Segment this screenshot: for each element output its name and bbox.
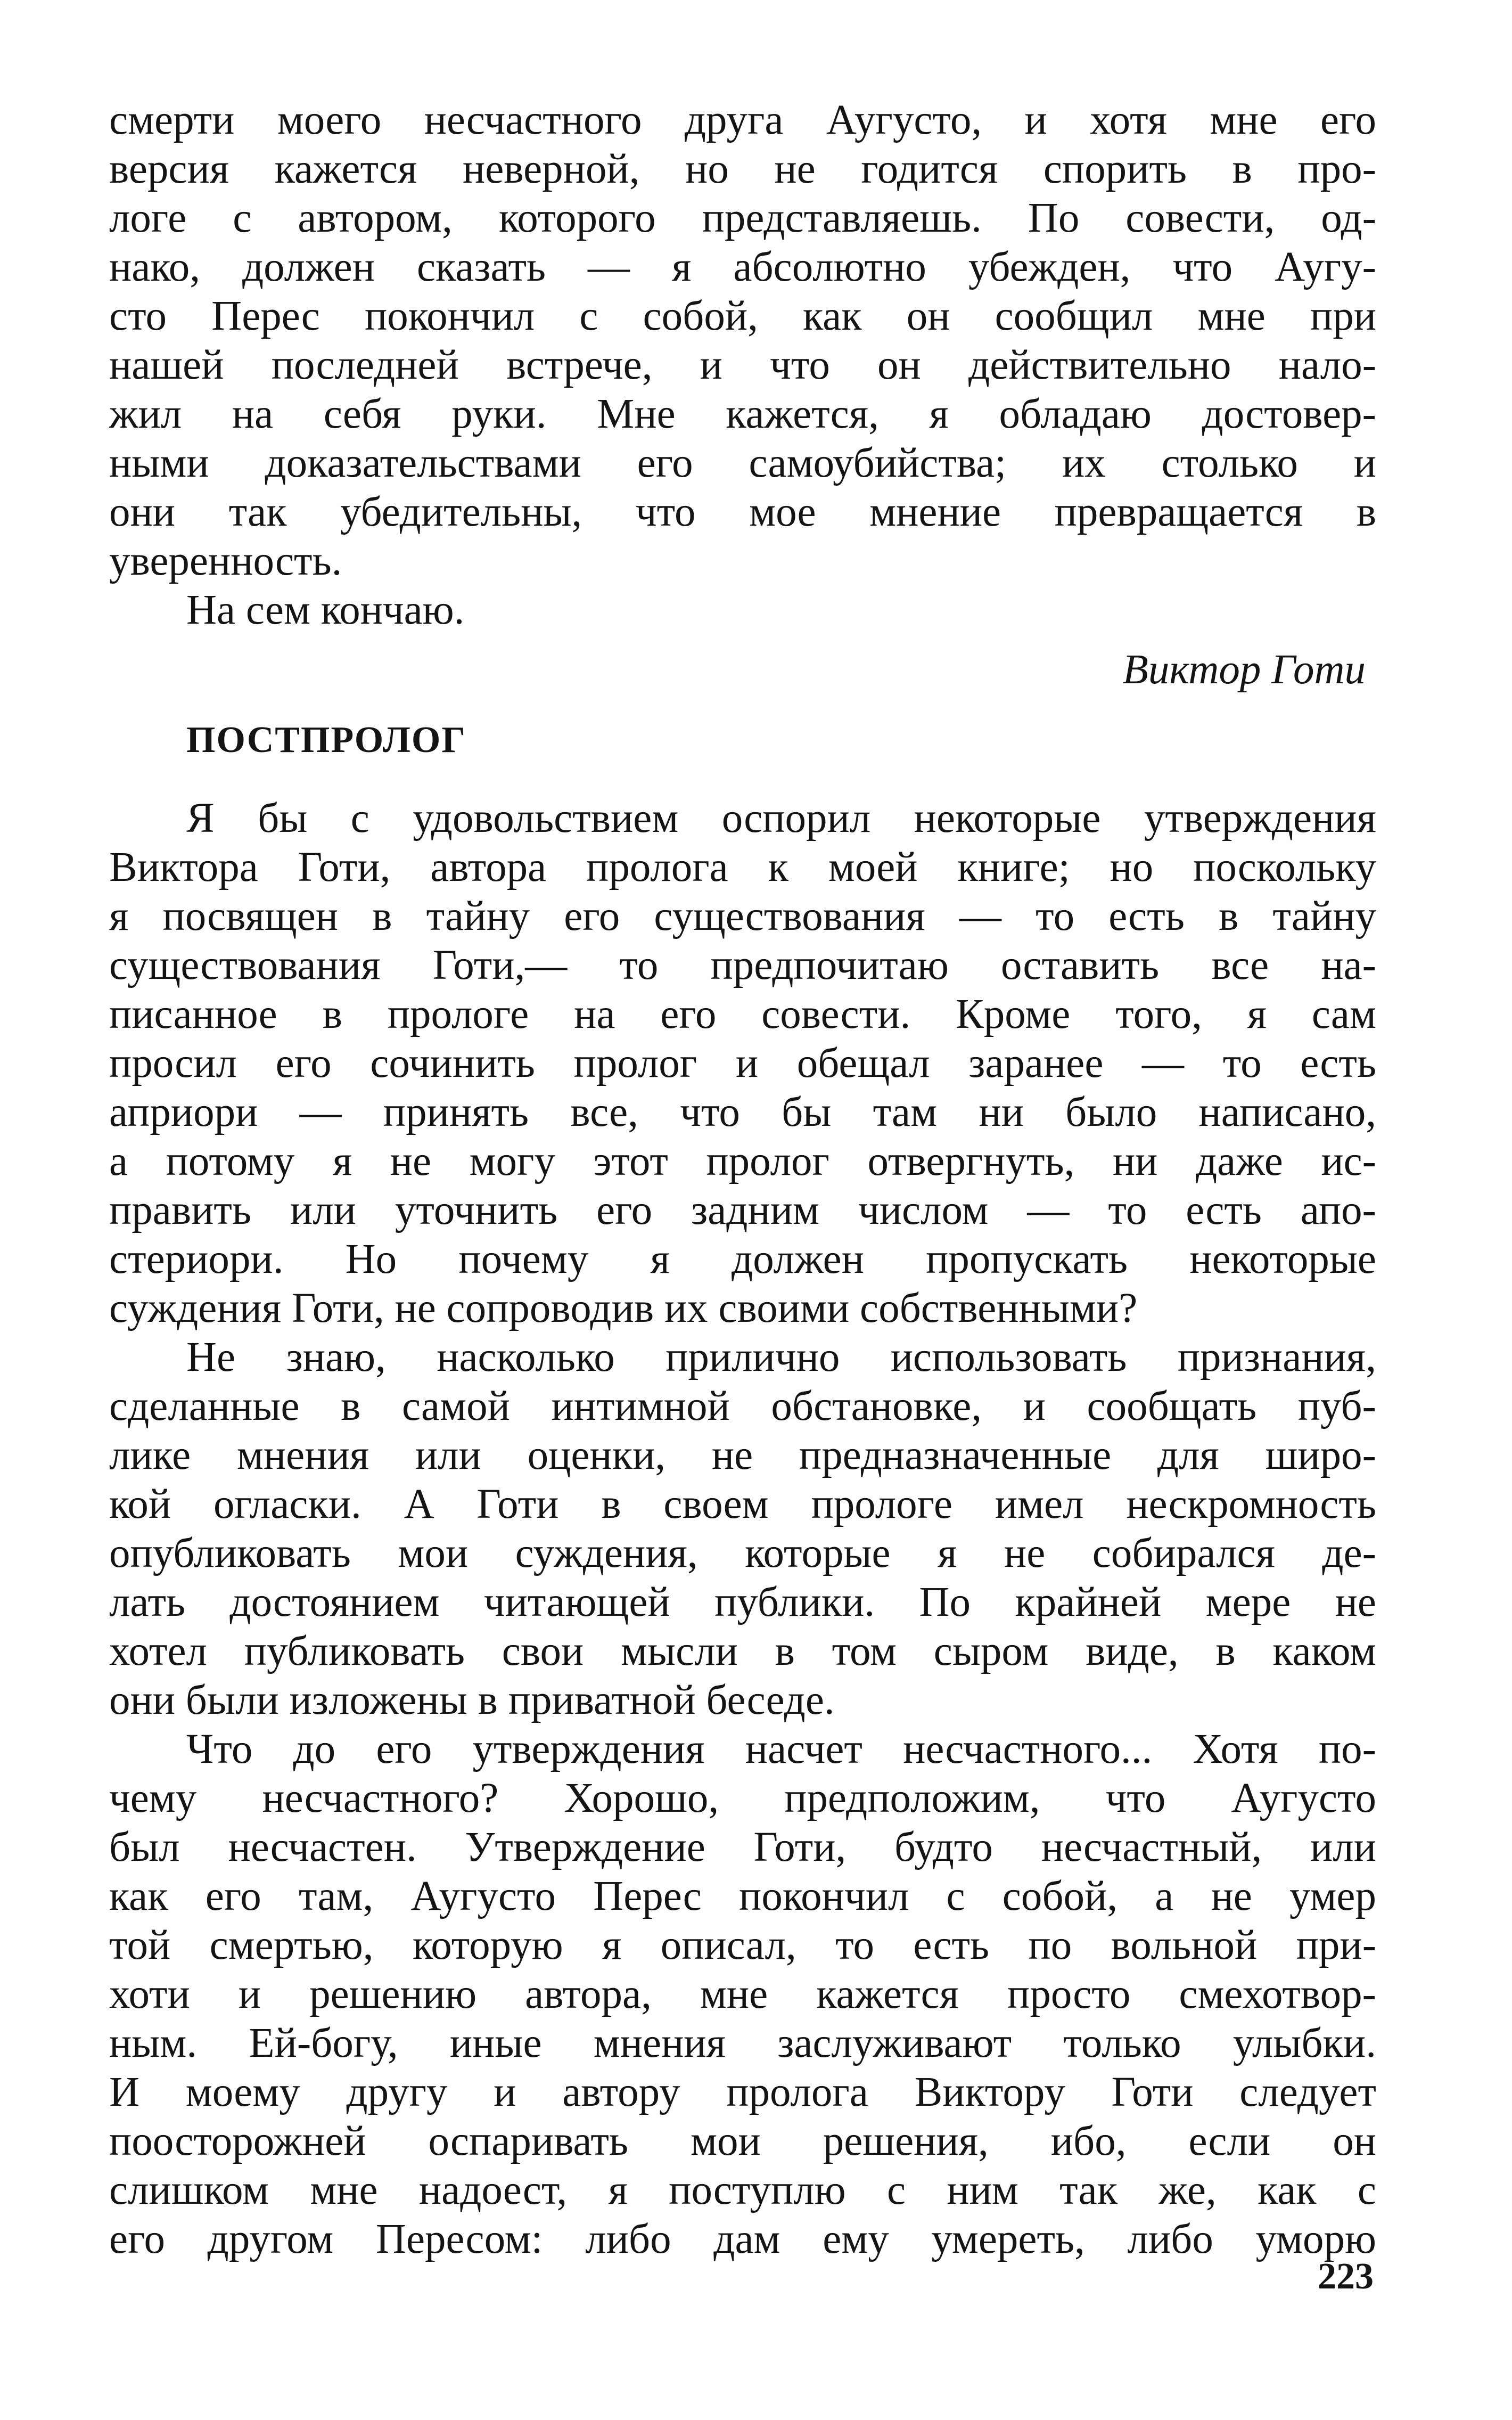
text-line: уверенность. [109, 538, 342, 584]
text-line: они так убедительны, что мое мнение превращается в [109, 489, 1376, 535]
paragraph-1 [109, 794, 1376, 1333]
text-line: сто Перес покончил с собой, как он сообщил мне при [109, 293, 1376, 339]
text-line: смерти моего несчастного друга Аугусто, и хотя мне его [109, 97, 1376, 143]
text-line: а потому я не могу этот пролог отвергнуть, ни даже ис- [109, 1138, 1376, 1184]
text-line: И моему другу и автору пролога Виктору Готи следует [109, 2069, 1376, 2115]
text-line: Виктора Готи, автора пролога к моей книге; но поскольку [109, 844, 1376, 890]
text-line: логе с автором, которого представляешь. По совести, од- [109, 195, 1376, 241]
text-line: поосторожней оспаривать мои решения, ибо, если он [109, 2118, 1376, 2164]
text-line: лике мнения или оценки, не предназначенные для широ- [109, 1432, 1376, 1478]
prologue-paragraph [109, 96, 1376, 586]
text-line: править или уточнить его задним числом — то есть апо- [109, 1187, 1376, 1233]
text-line: существования Готи,— то предпочитаю оставить все на- [109, 942, 1376, 988]
text-line: его другом Пересом: либо дам ему умереть, либо уморю [109, 2216, 1376, 2262]
text-line: хоти и решению автора, мне кажется просто смехотвор- [109, 1971, 1376, 2017]
text-line: слишком мне надоест, я поступлю с ним так же, как с [109, 2167, 1376, 2213]
text-line: сделанные в самой интимной обстановке, и сообщать пуб- [109, 1383, 1376, 1429]
paragraph-3 [109, 1725, 1376, 2264]
text-line: лать достоянием читающей публики. По крайней мере не [109, 1579, 1376, 1625]
text-line: Что до его утверждения насчет несчастного... Хотя по- [186, 1726, 1376, 1772]
author-signature: Виктор Готи [1122, 647, 1366, 693]
text-line: ным. Ей-богу, иные мнения заслуживают только улыбки. [109, 2020, 1376, 2066]
text-column [109, 96, 1376, 2264]
text-line: чему несчастного? Хорошо, предположим, что Аугусто [109, 1775, 1376, 1821]
page-number: 223 [1318, 2256, 1374, 2297]
paragraph-2 [109, 1333, 1376, 1725]
text-line: писанное в прологе на его совести. Кроме того, я сам [109, 991, 1376, 1037]
text-line: стериори. Но почему я должен пропускать некоторые [109, 1236, 1376, 1282]
text-line: нако, должен сказать — я абсолютно убежден, что Аугу- [109, 244, 1376, 290]
text-line: нашей последней встрече, и что он действительно нало- [109, 342, 1376, 388]
text-line: как его там, Аугусто Перес покончил с собой, а не умер [109, 1873, 1376, 1919]
text-line: суждения Готи, не сопроводив их своими собственными? [109, 1285, 1138, 1331]
text-line: Я бы с удовольствием оспорил некоторые утверждения [186, 795, 1376, 841]
text-line: кой огласки. А Готи в своем прологе имел нескромность [109, 1481, 1376, 1527]
text-line: я посвящен в тайну его существования — то есть в тайну [109, 893, 1376, 939]
text-line: ными доказательствами его самоубийства; их столько и [109, 440, 1376, 486]
text-line: априори — принять все, что бы там ни было написано, [109, 1089, 1376, 1135]
closing-line: На сем кончаю. [186, 587, 465, 633]
text-line: той смертью, которую я описал, то есть по вольной при- [109, 1922, 1376, 1968]
text-line: они были изложены в приватной беседе. [109, 1677, 835, 1723]
text-line: опубликовать мои суждения, которые я не собирался де- [109, 1530, 1376, 1576]
text-line: Не знаю, насколько прилично использовать признания, [186, 1334, 1376, 1380]
text-line: хотел публиковать свои мысли в том сыром виде, в каком [109, 1628, 1376, 1674]
text-line: версия кажется неверной, но не годится спорить в про- [109, 146, 1376, 192]
section-heading: ПОСТПРОЛОГ [186, 720, 466, 761]
text-line: был несчастен. Утверждение Готи, будто несчастный, или [109, 1824, 1376, 1870]
text-line: просил его сочинить пролог и обещал заранее — то есть [109, 1040, 1376, 1086]
text-line: жил на себя руки. Мне кажется, я обладаю достовер- [109, 391, 1376, 437]
